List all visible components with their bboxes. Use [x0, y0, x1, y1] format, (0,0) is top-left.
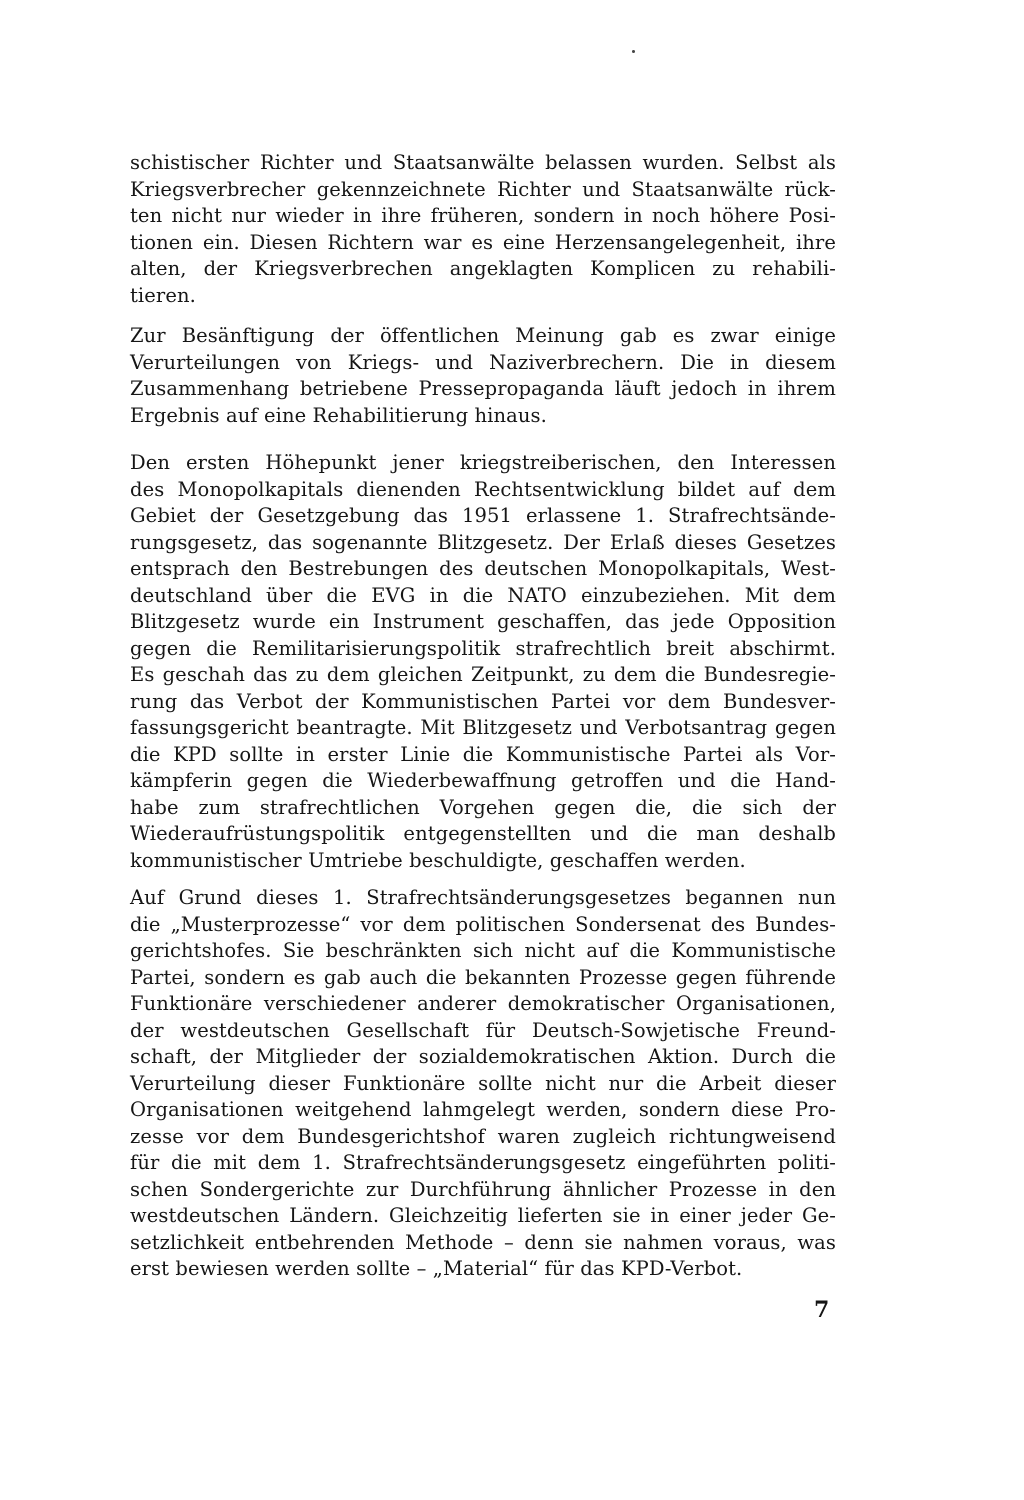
- text-line: Funktionäre verschiedener anderer demokratischer Organisationen,: [130, 992, 836, 1015]
- text-line: Organisationen weitgehend lahmgelegt werden, sondern diese Pro-: [130, 1098, 836, 1121]
- text-line: des Monopolkapitals dienenden Rechtsentwicklung bildet auf dem: [130, 477, 836, 501]
- text-line: fassungsgericht beantragte. Mit Blitzgesetz und Verbotsantrag gegen: [130, 716, 836, 739]
- paragraph-4: [130, 885, 836, 1283]
- text-line: Wiederaufrüstungspolitik entgegenstellten und die man deshalb: [130, 822, 836, 845]
- text-line: Es geschah das zu dem gleichen Zeitpunkt, zu dem die Bundesregie-: [130, 663, 836, 686]
- text-line: der westdeutschen Gesellschaft für Deutsch-Sowjetische Freund-: [130, 1018, 836, 1042]
- text-line: Verurteilungen von Kriegs- und Naziverbrechern. Die in diesem: [130, 350, 836, 374]
- text-line: gegen die Remilitarisierungspolitik strafrechtlich breit abschirmt.: [130, 636, 836, 660]
- text-line: habe zum strafrechtlichen Vorgehen gegen die, die sich der: [130, 795, 836, 819]
- paragraph-1: [130, 150, 836, 309]
- paragraph-3: [130, 450, 836, 874]
- text-line: die „Musterprozesse“ vor dem politischen Sondersenat des Bundes-: [130, 912, 836, 936]
- page-number: 7: [814, 1297, 830, 1323]
- text-line: Den ersten Höhepunkt jener kriegstreiberischen, den Interessen: [130, 451, 836, 474]
- text-line: Zusammenhang betriebene Pressepropaganda läuft jedoch in ihrem: [130, 377, 836, 400]
- text-line: rungsgesetz, das sogenannte Blitzgesetz. Der Erlaß dieses Gesetzes: [130, 530, 836, 554]
- text-line: entsprach den Bestrebungen des deutschen Monopolkapitals, West-: [130, 557, 836, 580]
- text-line: westdeutschen Ländern. Gleichzeitig lieferten sie in einer jeder Ge-: [130, 1204, 836, 1227]
- text-line: Partei, sondern es gab auch die bekannten Prozesse gegen führende: [130, 965, 836, 989]
- text-line: zesse vor dem Bundesgerichtshof waren zugleich richtungweisend: [130, 1124, 836, 1148]
- text-line: Kriegsverbrecher gekennzeichnete Richter und Staatsanwälte rück-: [130, 177, 836, 201]
- text-line: kämpferin gegen die Wiederbewaffnung getroffen und die Hand-: [130, 769, 836, 792]
- paragraph-2: [130, 323, 836, 429]
- text-line: Gebiet der Gesetzgebung das 1951 erlassene 1. Strafrechtsände-: [130, 504, 836, 527]
- text-line: Verurteilung dieser Funktionäre sollte nicht nur die Arbeit dieser: [130, 1071, 836, 1095]
- print-speck: [632, 50, 635, 53]
- text-line: erst bewiesen werden sollte – „Material“ für das KPD-Verbot.: [130, 1257, 743, 1280]
- text-line: gerichtshofes. Sie beschränkten sich nicht auf die Kommunistische: [130, 939, 836, 962]
- text-line: Blitzgesetz wurde ein Instrument geschaffen, das jede Opposition: [130, 610, 836, 633]
- text-line: tionen ein. Diesen Richtern war es eine Herzensangelegenheit, ihre: [130, 230, 836, 254]
- text-line: schistischer Richter und Staatsanwälte belassen wurden. Selbst als: [130, 151, 836, 174]
- text-line: setzlichkeit entbehrenden Methode – denn sie nahmen voraus, was: [130, 1230, 836, 1254]
- text-line: deutschland über die EVG in die NATO einzubeziehen. Mit dem: [130, 583, 836, 607]
- text-line: schen Sondergerichte zur Durchführung ähnlicher Prozesse in den: [130, 1177, 836, 1201]
- text-line: alten, der Kriegsverbrechen angeklagten Komplicen zu rehabili-: [130, 257, 836, 280]
- text-line: rung das Verbot der Kommunistischen Partei vor dem Bundesver-: [130, 689, 836, 713]
- text-line: schaft, der Mitglieder der sozialdemokratischen Aktion. Durch die: [130, 1045, 836, 1068]
- text-line: Zur Besänftigung der öffentlichen Meinung gab es zwar einige: [130, 324, 836, 347]
- text-line: kommunistischer Umtriebe beschuldigte, geschaffen werden.: [130, 848, 746, 872]
- text-line: Ergebnis auf eine Rehabilitierung hinaus.: [130, 403, 547, 427]
- text-line: die KPD sollte in erster Linie die Kommunistische Partei als Vor-: [130, 742, 836, 766]
- text-line: ten nicht nur wieder in ihre früheren, sondern in noch höhere Posi-: [130, 204, 836, 227]
- text-line: für die mit dem 1. Strafrechtsänderungsgesetz eingeführten politi-: [130, 1151, 836, 1174]
- text-line: tieren.: [130, 283, 196, 307]
- text-line: Auf Grund dieses 1. Strafrechtsänderungsgesetzes begannen nun: [130, 886, 836, 909]
